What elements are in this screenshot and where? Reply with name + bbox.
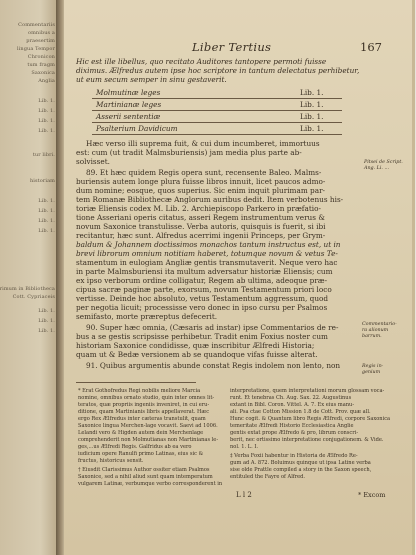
catchword: * Excom xyxy=(358,491,386,499)
text-line: est: cum (ut tradit Malmsburiensis) jam media plus parte ab- xyxy=(76,148,302,157)
catalog-title: Molmutinæ leges xyxy=(96,88,161,97)
footnote-line: fructus, historicus sensit. xyxy=(78,458,144,464)
catalog-title: Martinianæ leges xyxy=(96,100,162,109)
text-line: baldum & Johannem doctissimos monachos tantum instructus est, ut in xyxy=(76,240,341,249)
text-line: bus a se gestis scripsisse perhibetur. Tradit enim Foxius noster cum xyxy=(76,332,328,341)
text-line: in parte Malmsburiensi ita multum adversatur historiæ Eliensis; cum xyxy=(76,267,333,276)
fragment: lingua Tempor xyxy=(17,46,55,52)
footnote-line: ‡ Verba Foxii habentur in Historia de Ælfredo Re- xyxy=(230,453,358,459)
footnote-line: interpretatione, quem interpretationi morum glossam voca- xyxy=(230,388,385,394)
footnote-line: ditione, quam Martinianis libris appellaverat. Hæc xyxy=(78,409,210,415)
text-line: ut eum secum semper in sinu gestaverit. xyxy=(76,75,227,84)
text-line: 91. Quibus argumentis abunde constat Regis indolem non lento, non xyxy=(86,361,341,370)
footnote-line: sise olde Prattle compiled a story in the Saxon speech, xyxy=(230,467,372,473)
margin-note: Commentario- ra alionum barrum. xyxy=(362,322,397,339)
catalog-lib: Lib. 1. xyxy=(300,124,324,133)
text-line: ex ipso verborum ordine colligatur, Regem ab ultima, adeoque præ- xyxy=(76,276,328,285)
fragment: tum fragm xyxy=(27,62,55,68)
text-line: per negotia licuit; processisse vero donec in ipso cursu per Psalmos xyxy=(76,303,328,312)
footnote-rule xyxy=(76,382,196,383)
margin-note: Pitsei de Script. Ang. Li. ... xyxy=(364,160,403,171)
footnote-line: iudicium opere Ranulfi primo Latinas, eius sic & xyxy=(78,451,204,457)
fragment: rimum in Bibliotheca xyxy=(0,286,55,292)
book-page xyxy=(64,0,415,555)
table-rule xyxy=(92,98,342,99)
page-number: 167 xyxy=(360,40,382,54)
footnote-line: Saxonice lingua Merchen-lage vocavit. Saevi ad 1006. xyxy=(78,423,218,429)
fragment: Lib. 1. xyxy=(38,328,55,334)
text-line: Hic est ille libellus, quo recitato Auditores tantopere permoti fuisse xyxy=(76,57,327,66)
fragment: Lib. 1. xyxy=(38,318,55,324)
footnote-line: * Erat Gothofredus Regi nobilis meliore Marcia xyxy=(78,388,201,394)
footnote-line: ergo Rex Ælfredus inter cæteras transtulit, quam xyxy=(78,416,206,422)
footnote-line: temeritate Ælfredi Historio Ecclesiastica Anglie xyxy=(230,423,354,429)
fragment: tur libri. xyxy=(32,152,55,158)
fragment: Lib. 1. xyxy=(38,128,55,134)
fragment: Lib. 1. xyxy=(38,198,55,204)
footnote-line: † Eiusdit Clarissimus Author ossiter etiam Psalmos xyxy=(78,467,210,473)
text-line: buriensis autem longe plura fuisse libros innuit, licet paucos admo- xyxy=(76,177,326,186)
footnote-line: ges,...us Ælfredi Regis. Galfridus ab ea vero xyxy=(78,444,192,450)
text-line: solvisset. xyxy=(76,157,110,166)
text-line: dum nomine; eosque, quos superius. Sic enim inquit plurimam par- xyxy=(76,186,326,195)
footnote-line: Saxonice, sed a nihil aliud sunt quam intemperatum xyxy=(78,474,213,480)
text-line: Hæc verso illi suprema fuit, & cui dum incumberet, immortuus xyxy=(86,139,320,148)
running-head: Liber Tertius xyxy=(192,40,272,54)
fragment: Lib. 1. xyxy=(38,98,55,104)
fragment: Lib. 1. xyxy=(38,228,55,234)
fragment: Anglia xyxy=(38,78,55,84)
footnote-line: teratos, quæ propriis ingeniis inveniret, in cui eru- xyxy=(78,402,210,408)
footnote-line: gum ad A. 872. Boluimus quinque ut ipsa Latine verba xyxy=(230,460,371,466)
footnote-line: extant in Bibl. Coron. Vittel. A. 7. Ex eius manu- xyxy=(230,402,355,408)
footnote-line: Lelandi vero & Higden autem dein Merchenlage xyxy=(78,430,204,436)
fragment: Commentariis xyxy=(18,22,55,28)
text-line: recitantur, hæc sunt. Alfredus acerrimi ingenii Princeps, per Grym- xyxy=(76,231,326,240)
footnote-line: nol. 1. L. I. xyxy=(230,444,258,450)
footnote-line: ali. Psa ctae Cotton Mission 1.8 de Cott. Prov. quæ all. xyxy=(230,409,371,415)
fragment: Chronicon xyxy=(27,54,55,60)
footnote-line: runt. Et tenebras Ch. Aug. Sax. 22. Augustinus xyxy=(230,395,352,401)
signature-mark: L l 2 xyxy=(236,491,252,499)
footnote-line: gentis extat prope Ælfredo & pro, librum conscri- xyxy=(230,430,359,436)
table-rule xyxy=(92,134,342,135)
text-line: novum Saxonice transtulisse. Verba autoris, quisquis is fuerit, si ibi xyxy=(76,222,326,231)
footnote-line: berit, nec ortissimo interpretatione conjugationem. & Vide. xyxy=(230,437,384,443)
footnote-line: Hunc cogit. & Quantum libro Regis Ælfredi, corpore Saxonica xyxy=(230,416,391,422)
table-rule xyxy=(92,122,342,123)
text-line: tem Romanæ Bibliothecæ Anglorum auribus dedit. Item verbotenus his- xyxy=(76,195,344,204)
catalog-title: Psalterium Davidicum xyxy=(96,124,178,133)
text-line: 90. Super hæc omnia, (Cæsaris ad instar) ipse Commentarios de re- xyxy=(86,323,339,332)
margin-note: Regis in- genium xyxy=(362,364,384,375)
fragment: Lib. 1. xyxy=(38,218,55,224)
text-line: historiam Saxonice condidisse, quæ inscribitur Ælfredi Historia; xyxy=(76,341,315,350)
footnote-line: comprehenderit non Molmutianas non Martinianas le- xyxy=(78,437,219,443)
table-rule xyxy=(92,110,342,111)
fragment: Cott. Cypriaceis xyxy=(12,294,55,300)
fragment: Lib. 1. xyxy=(38,108,55,114)
text-line: semifasto, morte præreptus defecerit. xyxy=(76,312,218,321)
fragment: Lib. 1. xyxy=(38,208,55,214)
fragment: Lib. 1. xyxy=(38,118,55,124)
catalog-lib: Lib. 1. xyxy=(300,100,324,109)
fragment: historiam xyxy=(29,178,55,184)
text-line: quam ut & Bedæ versionem ab se quandoque vifas fuisse alterat. xyxy=(76,350,318,359)
catalog-lib: Lib. 1. xyxy=(300,112,324,121)
footnote-line: entituled the Fayre of Alfred. xyxy=(230,474,306,480)
catalog-title: Asserii sententiæ xyxy=(96,112,161,121)
catalog-lib: Lib. 1. xyxy=(300,88,324,97)
text-line: vertisse. Deinde hoc absoluto, vetus Testamentum aggressum, quod xyxy=(76,294,329,303)
text-line: toriæ Eliensis codex M. Lib. 2. Archiepiscopo Parkero in præfatio- xyxy=(76,204,321,213)
text-line: cipua sacræ paginæ parte, exorsum, novum Testamentum priori loco xyxy=(76,285,332,294)
text-line: stamentum in eulogiam Angliæ gentis transmutaverit. Neque vero hac xyxy=(76,258,338,267)
text-line: tione Asseriani operis citatus, asseri Regem instrumentum verus & xyxy=(76,213,325,222)
text-line: 89. Et hæc quidem Regis opera sunt, recensente Baleo. Malms- xyxy=(86,168,322,177)
text-line: diximus. Ælfredus autem ipse hoc scriptore in tantum delectatus perhibetur, xyxy=(76,66,360,75)
footnote-line: nomine, omnibus ornato studio, quin inter omnes lit- xyxy=(78,395,215,401)
fragment: praesertim xyxy=(26,38,55,44)
text-line: brevi librorum omnium notitiam haberet, totumque novum & vetus Te- xyxy=(76,249,338,258)
fragment: Saxonica xyxy=(31,70,55,76)
fragment: omnibus a xyxy=(27,30,55,36)
fragment: Lib. 1. xyxy=(38,308,55,314)
previous-page xyxy=(0,0,58,555)
footnote-line: vulgarem Latinæ, verbumque verbo corresponderent in xyxy=(78,481,223,487)
